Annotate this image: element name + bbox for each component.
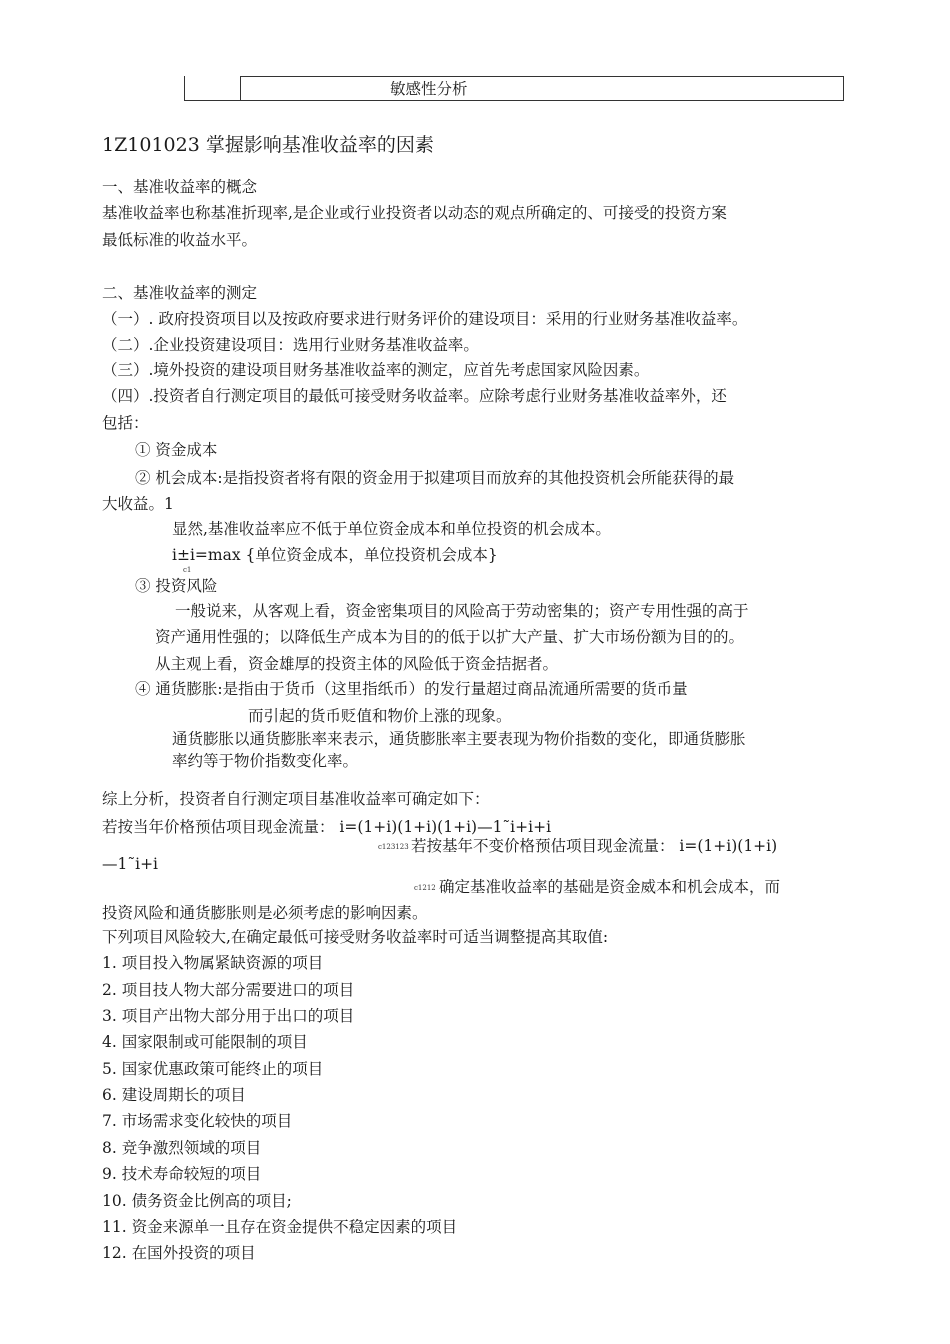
paragraph-line: 而引起的货币贬值和物价上涨的现象。	[248, 707, 512, 725]
formula-subscript: c123123	[378, 843, 409, 851]
table-inner-border	[241, 76, 843, 77]
paragraph-line: 显然,基准收益率应不低于单位资金成本和单位投资的机会成本。	[172, 520, 611, 538]
point-inflation: ④ 通货膨胀:是指由于货币（这里指纸币）的发行量超过商品流通所需要的货币量	[135, 680, 688, 698]
list-item: 11. 资金来源单一且存在资金提供不稳定因素的项目	[102, 1218, 458, 1236]
list-item: 12. 在国外投资的项目	[102, 1244, 256, 1262]
formula-base-year: 若按基年不变价格预估项目现金流量： i=(1+i)(1+i)	[411, 837, 778, 855]
formula-subscript: c1	[183, 566, 192, 574]
subheading-concept: 一、基准收益率的概念	[102, 178, 258, 196]
table-fragment	[184, 76, 844, 101]
list-item: 10. 债务资金比例高的项目;	[102, 1192, 292, 1210]
list-item: 2. 项目技人物大部分需要进口的项目	[102, 981, 355, 999]
list-item: 5. 国家优惠政策可能终止的项目	[102, 1060, 324, 1078]
paragraph-line: 通货膨胀以通货膨胀率来表示，通货膨胀率主要表现为物价指数的变化，即通货膨胀	[172, 730, 746, 748]
table-cell-sensitivity: 敏感性分析	[390, 80, 468, 98]
clause-4: （四）.投资者自行测定项目的最低可接受财务收益率。应除考虑行业财务基准收益率外，还	[102, 387, 727, 405]
formula-subscript: c1212	[414, 884, 436, 892]
paragraph-line: 投资风险和通货膨胀则是必须考虑的影响因素。	[102, 904, 428, 922]
clause-4-cont: 包括：	[102, 414, 149, 432]
paragraph-line: 资产通用性强的；以降低生产成本为目的的低于以扩大产量、扩大市场份额为目的的。	[155, 628, 745, 646]
paragraph-line: 从主观上看，资金雄厚的投资主体的风险低于资金拮据者。	[155, 655, 559, 673]
clause-3: （三）.境外投资的建设项目财务基准收益率的测定，应首先考虑国家风险因素。	[102, 361, 650, 379]
table-cell-empty	[185, 76, 241, 100]
paragraph-line: 确定基准收益率的基础是资金威本和机会成本，而	[439, 878, 781, 896]
list-item: 6. 建设周期长的项目	[102, 1086, 246, 1104]
subheading-measurement: 二、基准收益率的测定	[102, 284, 258, 302]
point-capital-cost: ① 资金成本	[135, 441, 218, 459]
formula-current-price: 若按当年价格预估项目现金流量： i=(1+i)(1+i)(1+i)—1˜i+i+i	[102, 818, 552, 836]
formula-base-year-cont: —1˜i+i	[102, 855, 159, 873]
point-opportunity-cost: ② 机会成本:是指投资者将有限的资金用于拟建项目而放弃的其他投资机会所能获得的最	[135, 469, 735, 487]
section-heading: 1Z101023 掌握影响基准收益率的因素	[102, 134, 434, 156]
formula-max: i±i=max {单位资金成本，单位投资机会成本}	[172, 546, 498, 564]
list-item: 3. 项目产出物大部分用于出口的项目	[102, 1007, 355, 1025]
paragraph-line: 最低标准的收益水平。	[102, 231, 258, 249]
paragraph-line: 率约等于物价指数变化率。	[172, 752, 359, 770]
summary-line: 综上分析，投资者自行测定项目基准收益率可确定如下：	[102, 790, 490, 808]
clause-2: （二）.企业投资建设项目：选用行业财务基准收益率。	[102, 336, 479, 354]
paragraph-line: 大收益。1	[102, 495, 174, 513]
list-item: 7. 市场需求变化较快的项目	[102, 1112, 293, 1130]
point-investment-risk: ③ 投资风险	[135, 577, 218, 595]
paragraph-line: 基准收益率也称基准折现率,是企业或行业投资者以动态的观点所确定的、可接受的投资方案	[102, 204, 727, 222]
list-item: 9. 技术寿命较短的项目	[102, 1165, 262, 1183]
paragraph-line: 一般说来，从客观上看，资金密集项目的风险高于劳动密集的；资产专用性强的高于	[175, 602, 749, 620]
list-item: 1. 项目投入物属紧缺资源的项目	[102, 954, 324, 972]
list-item: 8. 竞争激烈领域的项目	[102, 1139, 262, 1157]
list-item: 4. 国家限制或可能限制的项目	[102, 1033, 308, 1051]
clause-1: （一）. 政府投资项目以及按政府要求进行财务评价的建设项目：采用的行业财务基准收益率。	[102, 310, 748, 328]
list-intro: 下列项目风险较大,在确定最低可接受财务收益率时可适当调整提高其取值:	[102, 928, 609, 946]
